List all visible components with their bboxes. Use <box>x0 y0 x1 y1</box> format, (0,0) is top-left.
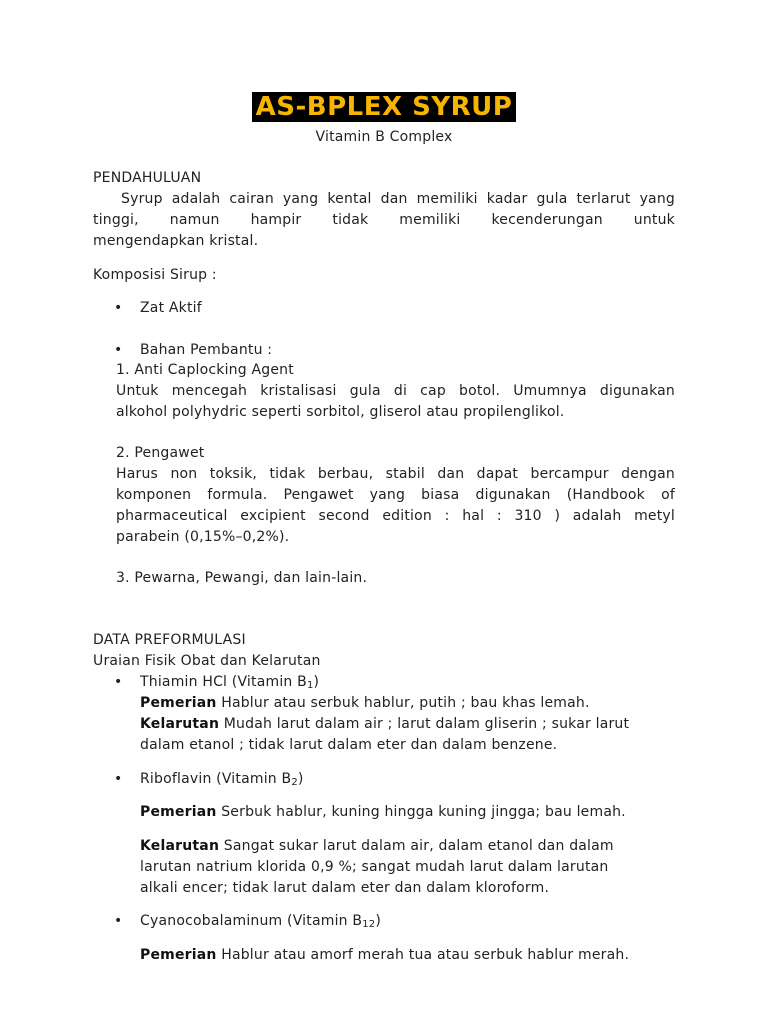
bullet-glyph: • <box>114 342 123 358</box>
thiamin-pemerian-text: Hablur atau serbuk hablur, putih ; bau khas lemah. <box>216 695 590 711</box>
bullet-glyph: • <box>114 913 123 929</box>
bullet-zat-aktif-text: Zat Aktif <box>140 300 202 316</box>
thiamin-kelarutan <box>140 714 629 735</box>
cyano-close: ) <box>375 913 381 929</box>
bullet-cyanocobalaminum <box>114 911 381 932</box>
thiamin-close: ) <box>313 674 320 690</box>
composition-label: Komposisi Sirup : <box>93 267 217 283</box>
item-3-title: 3. Pewarna, Pewangi, dan lain-lain. <box>116 570 368 586</box>
riboflavin-kelarutan-label: Kelarutan <box>140 838 220 854</box>
riboflavin-pemerian <box>140 802 626 823</box>
riboflavin-name: Riboflavin (Vitamin B <box>140 771 292 787</box>
bullet-zat-aktif <box>114 298 202 319</box>
riboflavin-kelarutan-text-3: alkali encer; tidak larut dalam eter dan dalam kloroform. <box>140 880 550 896</box>
item-2-line-3: pharmaceutical excipient second edition : hal : 310 ) adalah metyl <box>116 508 675 524</box>
item-2-title: 2. Pengawet <box>116 445 205 461</box>
bullet-glyph: • <box>114 674 123 690</box>
preformulation-subheading: Uraian Fisik Obat dan Kelarutan <box>93 653 321 669</box>
bullet-glyph: • <box>114 771 123 787</box>
bullet-bahan-pembantu-text: Bahan Pembantu : <box>140 342 273 358</box>
thiamin-kelarutan-text-1: Mudah larut dalam air ; larut dalam gliserin ; sukar larut <box>219 716 630 732</box>
thiamin-kelarutan-text-2: dalam etanol ; tidak larut dalam eter dan dalam benzene. <box>140 737 558 753</box>
thiamin-name: Thiamin HCl (Vitamin B <box>140 674 307 690</box>
cyano-subscript: 12 <box>362 919 376 930</box>
document-title: AS-BPLEX SYRUP <box>252 92 517 122</box>
preformulation-heading: DATA PREFORMULASI <box>93 632 246 648</box>
item-1-title: 1. Anti Caplocking Agent <box>116 362 294 378</box>
thiamin-subscript: 1 <box>306 680 314 691</box>
cyano-name: Cyanocobalaminum (Vitamin B <box>140 913 363 929</box>
riboflavin-kelarutan <box>140 836 614 857</box>
riboflavin-subscript: 2 <box>291 777 298 788</box>
cyano-pemerian-label: Pemerian <box>140 947 217 963</box>
intro-line-3: mengendapkan kristal. <box>93 233 259 249</box>
bullet-thiamin <box>114 672 319 693</box>
bullet-riboflavin <box>114 769 304 790</box>
document-subtitle: Vitamin B Complex <box>315 129 453 145</box>
title-container <box>0 92 768 122</box>
intro-line-2: tinggi, namun hampir tidak memiliki kecenderungan untuk <box>93 212 675 228</box>
cyano-pemerian <box>140 945 629 966</box>
thiamin-pemerian <box>140 693 590 714</box>
intro-heading: PENDAHULUAN <box>93 170 202 186</box>
item-1-line-2: alkohol polyhydric seperti sorbitol, gliserol atau propilenglikol. <box>116 404 565 420</box>
thiamin-kelarutan-label: Kelarutan <box>140 716 220 732</box>
bullet-bahan-pembantu <box>114 340 272 361</box>
riboflavin-pemerian-text: Serbuk hablur, kuning hingga kuning jingga; bau lemah. <box>216 804 626 820</box>
thiamin-pemerian-label: Pemerian <box>140 695 217 711</box>
intro-line-1: Syrup adalah cairan yang kental dan memiliki kadar gula terlarut yang <box>121 191 675 207</box>
bullet-glyph: • <box>114 300 123 316</box>
riboflavin-pemerian-label: Pemerian <box>140 804 217 820</box>
item-1-line-1: Untuk mencegah kristalisasi gula di cap botol. Umumnya digunakan <box>116 383 675 399</box>
item-2-line-4: parabein (0,15%–0,2%). <box>116 529 290 545</box>
item-2-line-2: komponen formula. Pengawet yang biasa digunakan (Handbook of <box>116 487 675 503</box>
riboflavin-close: ) <box>297 771 304 787</box>
riboflavin-kelarutan-text-2: larutan natrium klorida 0,9 %; sangat mudah larut dalam larutan <box>140 859 609 875</box>
cyano-pemerian-text: Hablur atau amorf merah tua atau serbuk hablur merah. <box>216 947 630 963</box>
riboflavin-kelarutan-text-1: Sangat sukar larut dalam air, dalam etanol dan dalam <box>219 838 614 854</box>
item-2-line-1: Harus non toksik, tidak berbau, stabil dan dapat bercampur dengan <box>116 466 675 482</box>
